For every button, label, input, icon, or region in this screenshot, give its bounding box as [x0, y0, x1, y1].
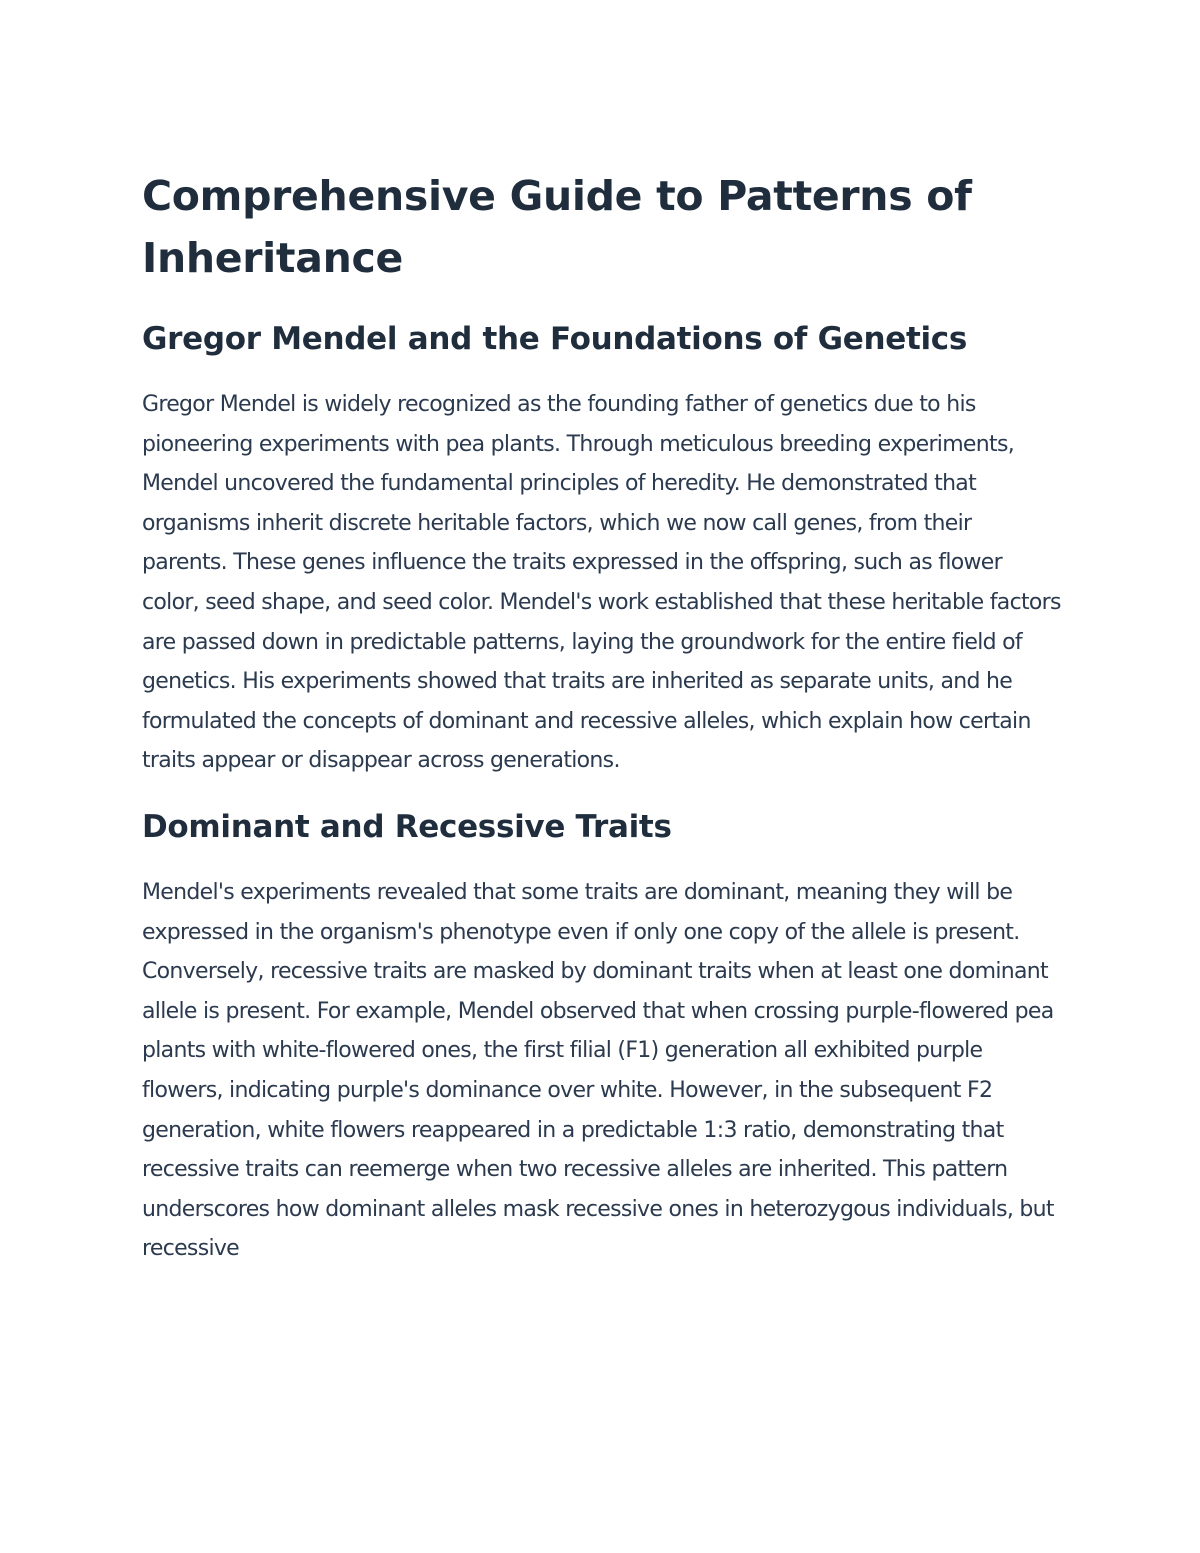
section-paragraph-dominant-recessive: Mendel's experiments revealed that some traits are dominant, meaning they will be expressed in the organism's phenotype even if only one copy of the allele is present. Conversely, recessive traits are masked by dominant traits when at least one dominant allele is present. For example, Mendel observed that when crossing purple-flowered pea plants with white-flowered ones, the first filial (F1) generation all exhibited purple flowers, indicating purple's dominance over white. However, in the subsequent F2 generation, white flowers reappeared in a predictable 1:3 ratio, demonstrating that recessive traits can reemerge when two recessive alleles are inherited. This pattern underscores how dominant alleles mask recessive ones in heterozygous individuals, but recessive: [142, 879, 1054, 1262]
document-page: [142, 165, 1062, 1269]
section-heading-dominant-recessive: Dominant and Recessive Traits: [142, 808, 672, 845]
document-title: Comprehensive Guide to Patterns of Inheritance: [142, 172, 972, 282]
section-paragraph-mendel: Gregor Mendel is widely recognized as the founding father of genetics due to his pioneering experiments with pea plants. Through meticulous breeding experiments, Mendel uncovered the fundamental principles of heredity. He demonstrated that organisms inherit discrete heritable factors, which we now call genes, from their parents. These genes influence the traits expressed in the offspring, such as flower color, seed shape, and seed color. Mendel's work established that these heritable factors are passed down in predictable patterns, laying the groundwork for the entire field of genetics. His experiments showed that traits are inherited as separate units, and he formulated the concepts of dominant and recessive alleles, which explain how certain traits appear or disappear across generations.: [142, 392, 1061, 774]
section-heading-mendel: Gregor Mendel and the Foundations of Genetics: [142, 321, 968, 357]
